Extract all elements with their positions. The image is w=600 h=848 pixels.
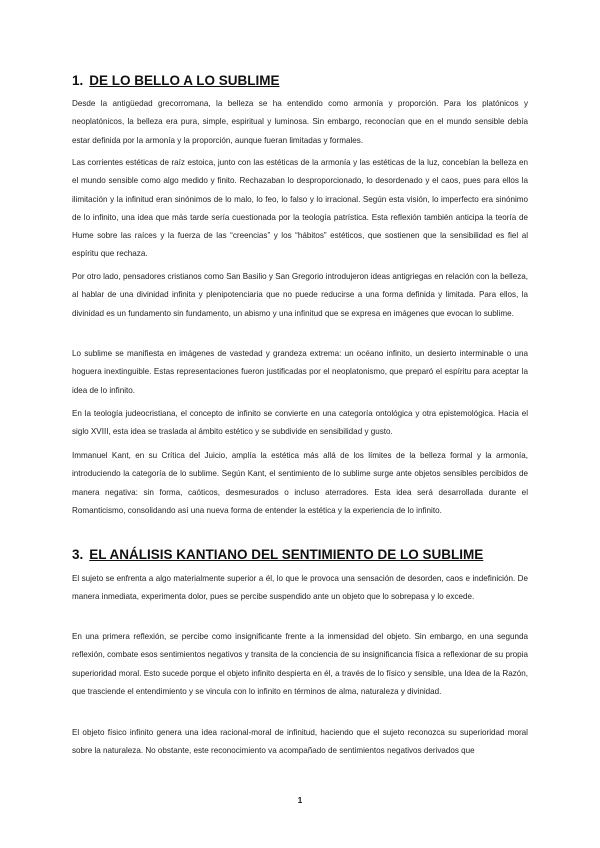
section-3-heading <box>72 547 483 562</box>
page-number: 1 <box>297 796 303 805</box>
section-3-title: EL ANÁLISIS KANTIANO DEL SENTIMIENTO DE LO SUBLIME <box>89 547 484 562</box>
paragraph: Desde la antigüedad grecorromana, la belleza se ha entendido como armonía y proporción. Para los platónicos y neoplatónicos, la belleza era pura, simple, espiritual y luminosa. Sin embargo, reconocían que en el mundo sensible debía estar definida por la armonía y la proporción, aunque fueran limitadas y formales. <box>72 99 528 145</box>
section-1-heading <box>72 73 280 88</box>
paragraph: Por otro lado, pensadores cristianos como San Basilio y San Gregorio introdujeron ideas antigriegas en relación con la belleza, al hablar de una divinidad infinita y plenipotenciaria que no puede reducirse a una forma definida y limitada. Para ellos, la divinidad es un fundamento sin fundamento, un abismo y una infinitud que se expresa en imágenes que evocan lo sublime. <box>72 272 528 318</box>
section-3-number: 3. <box>72 547 84 562</box>
paragraph: Las corrientes estéticas de raíz estoica, junto con las estéticas de la armonía y las estéticas de la luz, concebían la belleza en el mundo sensible como algo medido y finito. Rechazaban lo desproporcionado, lo desordenado y el caos, pues para ellos la ilimitación y la infinitud eran sinónimos de lo malo, lo feo, lo falso y lo irracional. Según esta visión, lo imperfecto era sinónimo de lo infinito, una idea que más tarde sería cuestionada por la teología patrística. Esta reflexión también anticipa la teoría de Hume sobre las raíces y la fuerza de las “creencias” y los “hábitos” estéticos, que sostienen que la sensibilidad es fiel al espíritu que rechaza. <box>72 158 528 259</box>
paragraph: En la teología judeocristiana, el concepto de infinito se convierte en una categoría ontológica y otra epistemológica. Hacia el siglo XVIII, esta idea se traslada al ámbito estético y se subdivide en sensibilidad y gusto. <box>72 409 528 437</box>
section-1-number: 1. <box>72 73 84 88</box>
paragraph: Lo sublime se manifiesta en imágenes de vastedad y grandeza extrema: un océano infinito, un desierto interminable o una hoguera inextinguible. Estas representaciones fueron justificadas por el neoplatonismo, que preparó el espíritu para aceptar la idea de lo infinito. <box>72 349 528 395</box>
paragraph: En una primera reflexión, se percibe como insignificante frente a la inmensidad del objeto. Sin embargo, en una segunda reflexión, combate esos sentimientos negativos y transita de la conciencia de su insignificancia física a reflexionar de su propia superioridad moral. Esto sucede porque el objeto infinito despierta en él, a través de lo físico y sensible, una Idea de la Razón, que trasciende el entendimiento y se vincula con lo infinito en términos de alma, naturaleza y divinidad. <box>72 632 528 696</box>
paragraph: El sujeto se enfrenta a algo materialmente superior a él, lo que le provoca una sensación de desorden, caos e indefinición. De manera inmediata, experimenta dolor, pues se percibe suspendido ante un objeto que lo sobrepasa y lo excede. <box>72 574 528 602</box>
paragraph: Immanuel Kant, en su Crítica del Juicio, amplía la estética más allá de los límites de la belleza formal y la armonía, introduciendo la categoría de lo sublime. Según Kant, el sentimiento de lo sublime surge ante objetos sensibles percibidos de manera negativa: sin forma, caóticos, desmesurados o incluso aterradores. Esta idea será desarrollada durante el Romanticismo, consolidando así una nueva forma de entender la estética y la experiencia de lo infinito. <box>72 451 528 515</box>
section-1-title: DE LO BELLO A LO SUBLIME <box>89 73 280 88</box>
paragraph: El objeto físico infinito genera una idea racional-moral de infinitud, haciendo que el sujeto reconozca su superioridad moral sobre la naturaleza. No obstante, este reconocimiento va acompañado de sentimientos negativos derivados que <box>72 728 528 756</box>
